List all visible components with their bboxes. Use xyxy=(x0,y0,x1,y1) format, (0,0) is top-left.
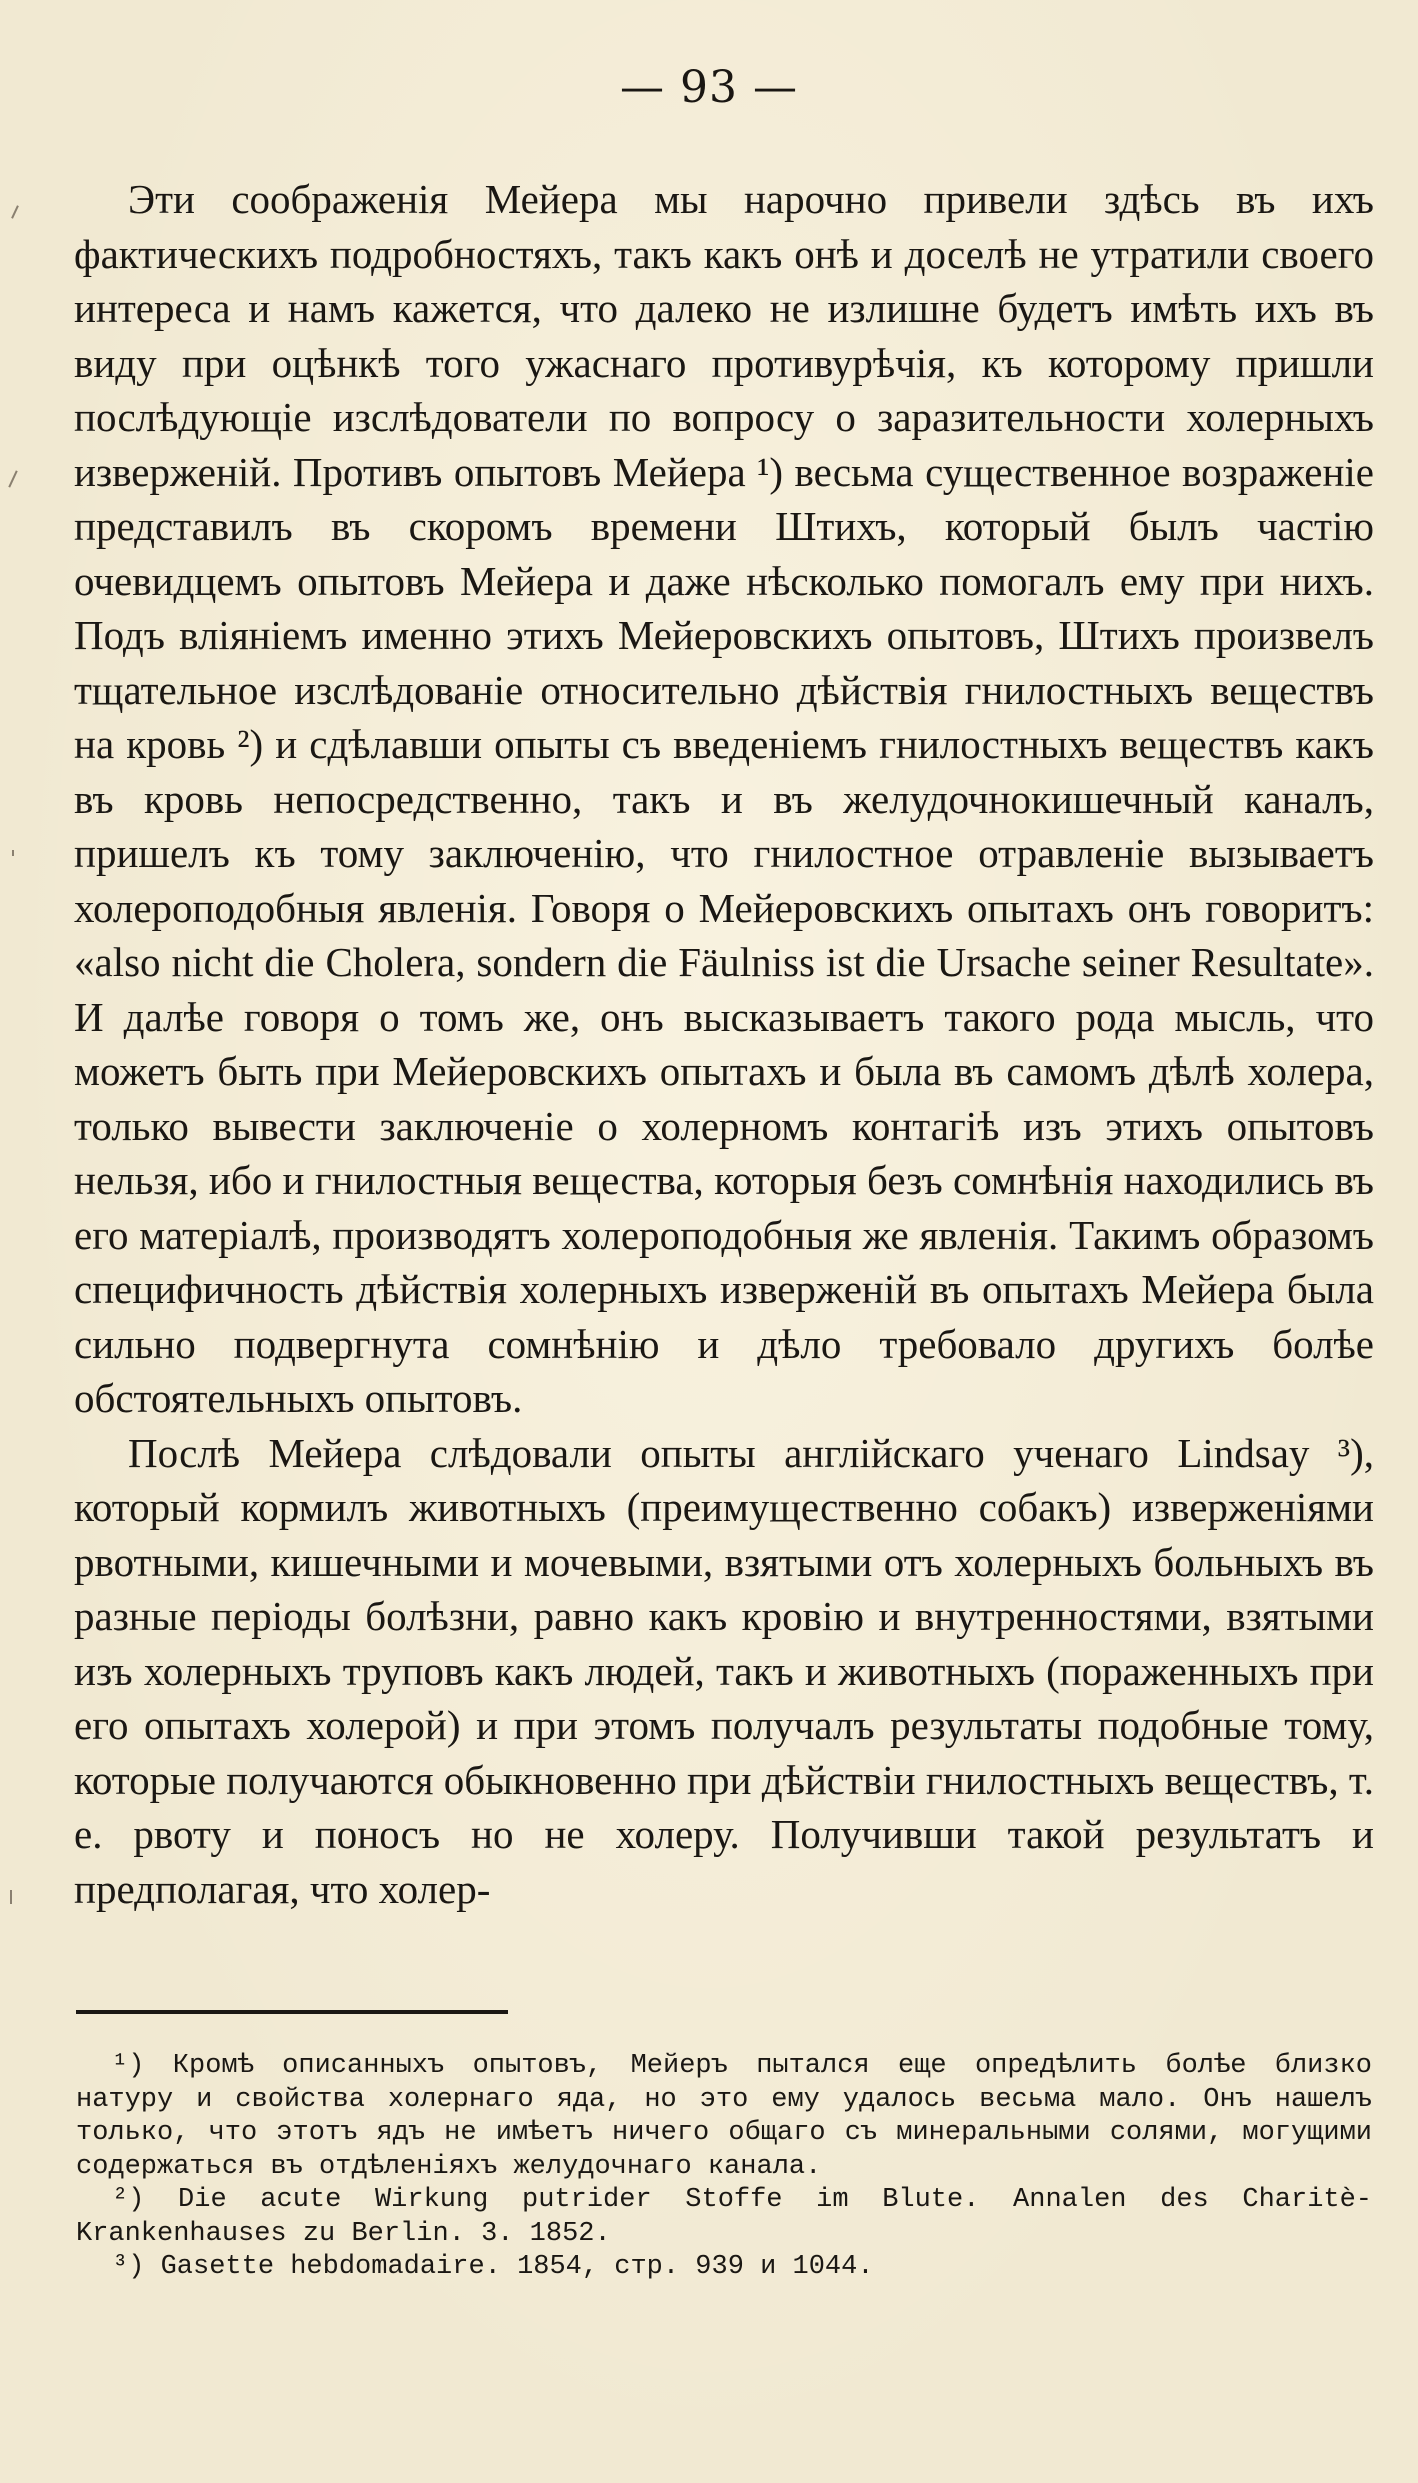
footnote-1: ¹) Кромѣ описанныхъ опытовъ, Мейеръ пытался еще опредѣлить болѣе близко натуру и свойства холернаго яда, но это ему удалось весьма мало. Онъ нашелъ только, что этотъ ядъ не имѣетъ ничего общаго съ минеральными солями, могущими содержаться въ отдѣленіяхъ желудочнаго канала. xyxy=(76,2051,1372,2182)
footnotes xyxy=(76,2050,1372,2285)
margin-mark xyxy=(12,850,14,856)
margin-mark xyxy=(10,1890,12,1904)
paragraph-2: Послѣ Мейера слѣдовали опыты англійскаго ученаго Lindsay ³), который кормилъ животныхъ (преимущественно собакъ) изверженіями рвотными, кишечными и мочевыми, взятыми отъ холерныхъ больныхъ въ разные періоды болѣзни, равно какъ кровію и внутренностями, взятыми изъ холерныхъ труповъ какъ людей, такъ и животныхъ (пораженныхъ при его опытахъ холерой) и при этомъ получалъ результаты подобные тому, которые получаются обыкновенно при дѣйствіи гнилостныхъ веществъ, т. е. рвоту и поносъ но не холеру. Получивши такой результатъ и предполагая, что холер- xyxy=(74,1429,1374,1912)
page-number: — 93 — xyxy=(620,62,798,113)
margin-mark xyxy=(8,470,17,487)
main-text xyxy=(74,172,1374,1916)
margin-mark xyxy=(11,205,19,219)
footnote-2: ²) Die acute Wirkung putrider Stoffe im Blute. Annalen des Charitè-Krankenhauses zu Berlin. 3. 1852. xyxy=(76,2185,1372,2249)
footnote-separator xyxy=(76,2010,508,2014)
footnote-3: ³) Gasette hebdomadaire. 1854, стр. 939 и 1044. xyxy=(112,2252,874,2282)
paragraph-1: Эти соображенія Мейера мы нарочно привели здѣсь въ ихъ фактическихъ подробностяхъ, такъ какъ онѣ и доселѣ не утратили своего интереса и намъ кажется, что далеко не излишне будетъ имѣть ихъ въ виду при оцѣнкѣ того ужаснаго противурѣчія, къ которому пришли послѣдующіе изслѣдователи по вопросу о заразительности холерныхъ изверженій. Противъ опытовъ Мейера ¹) весьма существенное возраженіе представилъ въ скоромъ времени Штихъ, который былъ частію очевидцемъ опытовъ Мейера и даже нѣсколько помогалъ ему при нихъ. Подъ вліяніемъ именно этихъ Мейеровскихъ опытовъ, Штихъ произвелъ тщательное изслѣдованіе относительно дѣйствія гнилостныхъ веществъ на кровь ²) и сдѣлавши опыты съ введеніемъ гнилостныхъ веществъ какъ въ кровь непосредственно, такъ и въ желудочнокишечный каналъ, пришелъ къ тому заключенію, что гнилостное отравленіе вызываетъ холероподобныя явленія. Говоря о Мейеровскихъ опытахъ онъ говоритъ: «also nicht die Cholera, sondern die Fäulniss ist die Ursache seiner Resultate». И далѣе говоря о томъ же, онъ высказываетъ такого рода мысль, что можетъ быть при Мейеровскихъ опытахъ и была въ самомъ дѣлѣ холера, только вывести заключеніе о холерномъ контагіѣ изъ этихъ опытовъ нельзя, ибо и гнилостныя вещества, которыя безъ сомнѣнія находились въ его матеріалѣ, производятъ холероподобныя же явленія. Такимъ образомъ специфичность дѣйствія холерныхъ изверженій въ опытахъ Мейера была сильно подвергнута сомнѣнію и дѣло требовало другихъ болѣе обстоятельныхъ опытовъ. xyxy=(74,176,1374,1421)
